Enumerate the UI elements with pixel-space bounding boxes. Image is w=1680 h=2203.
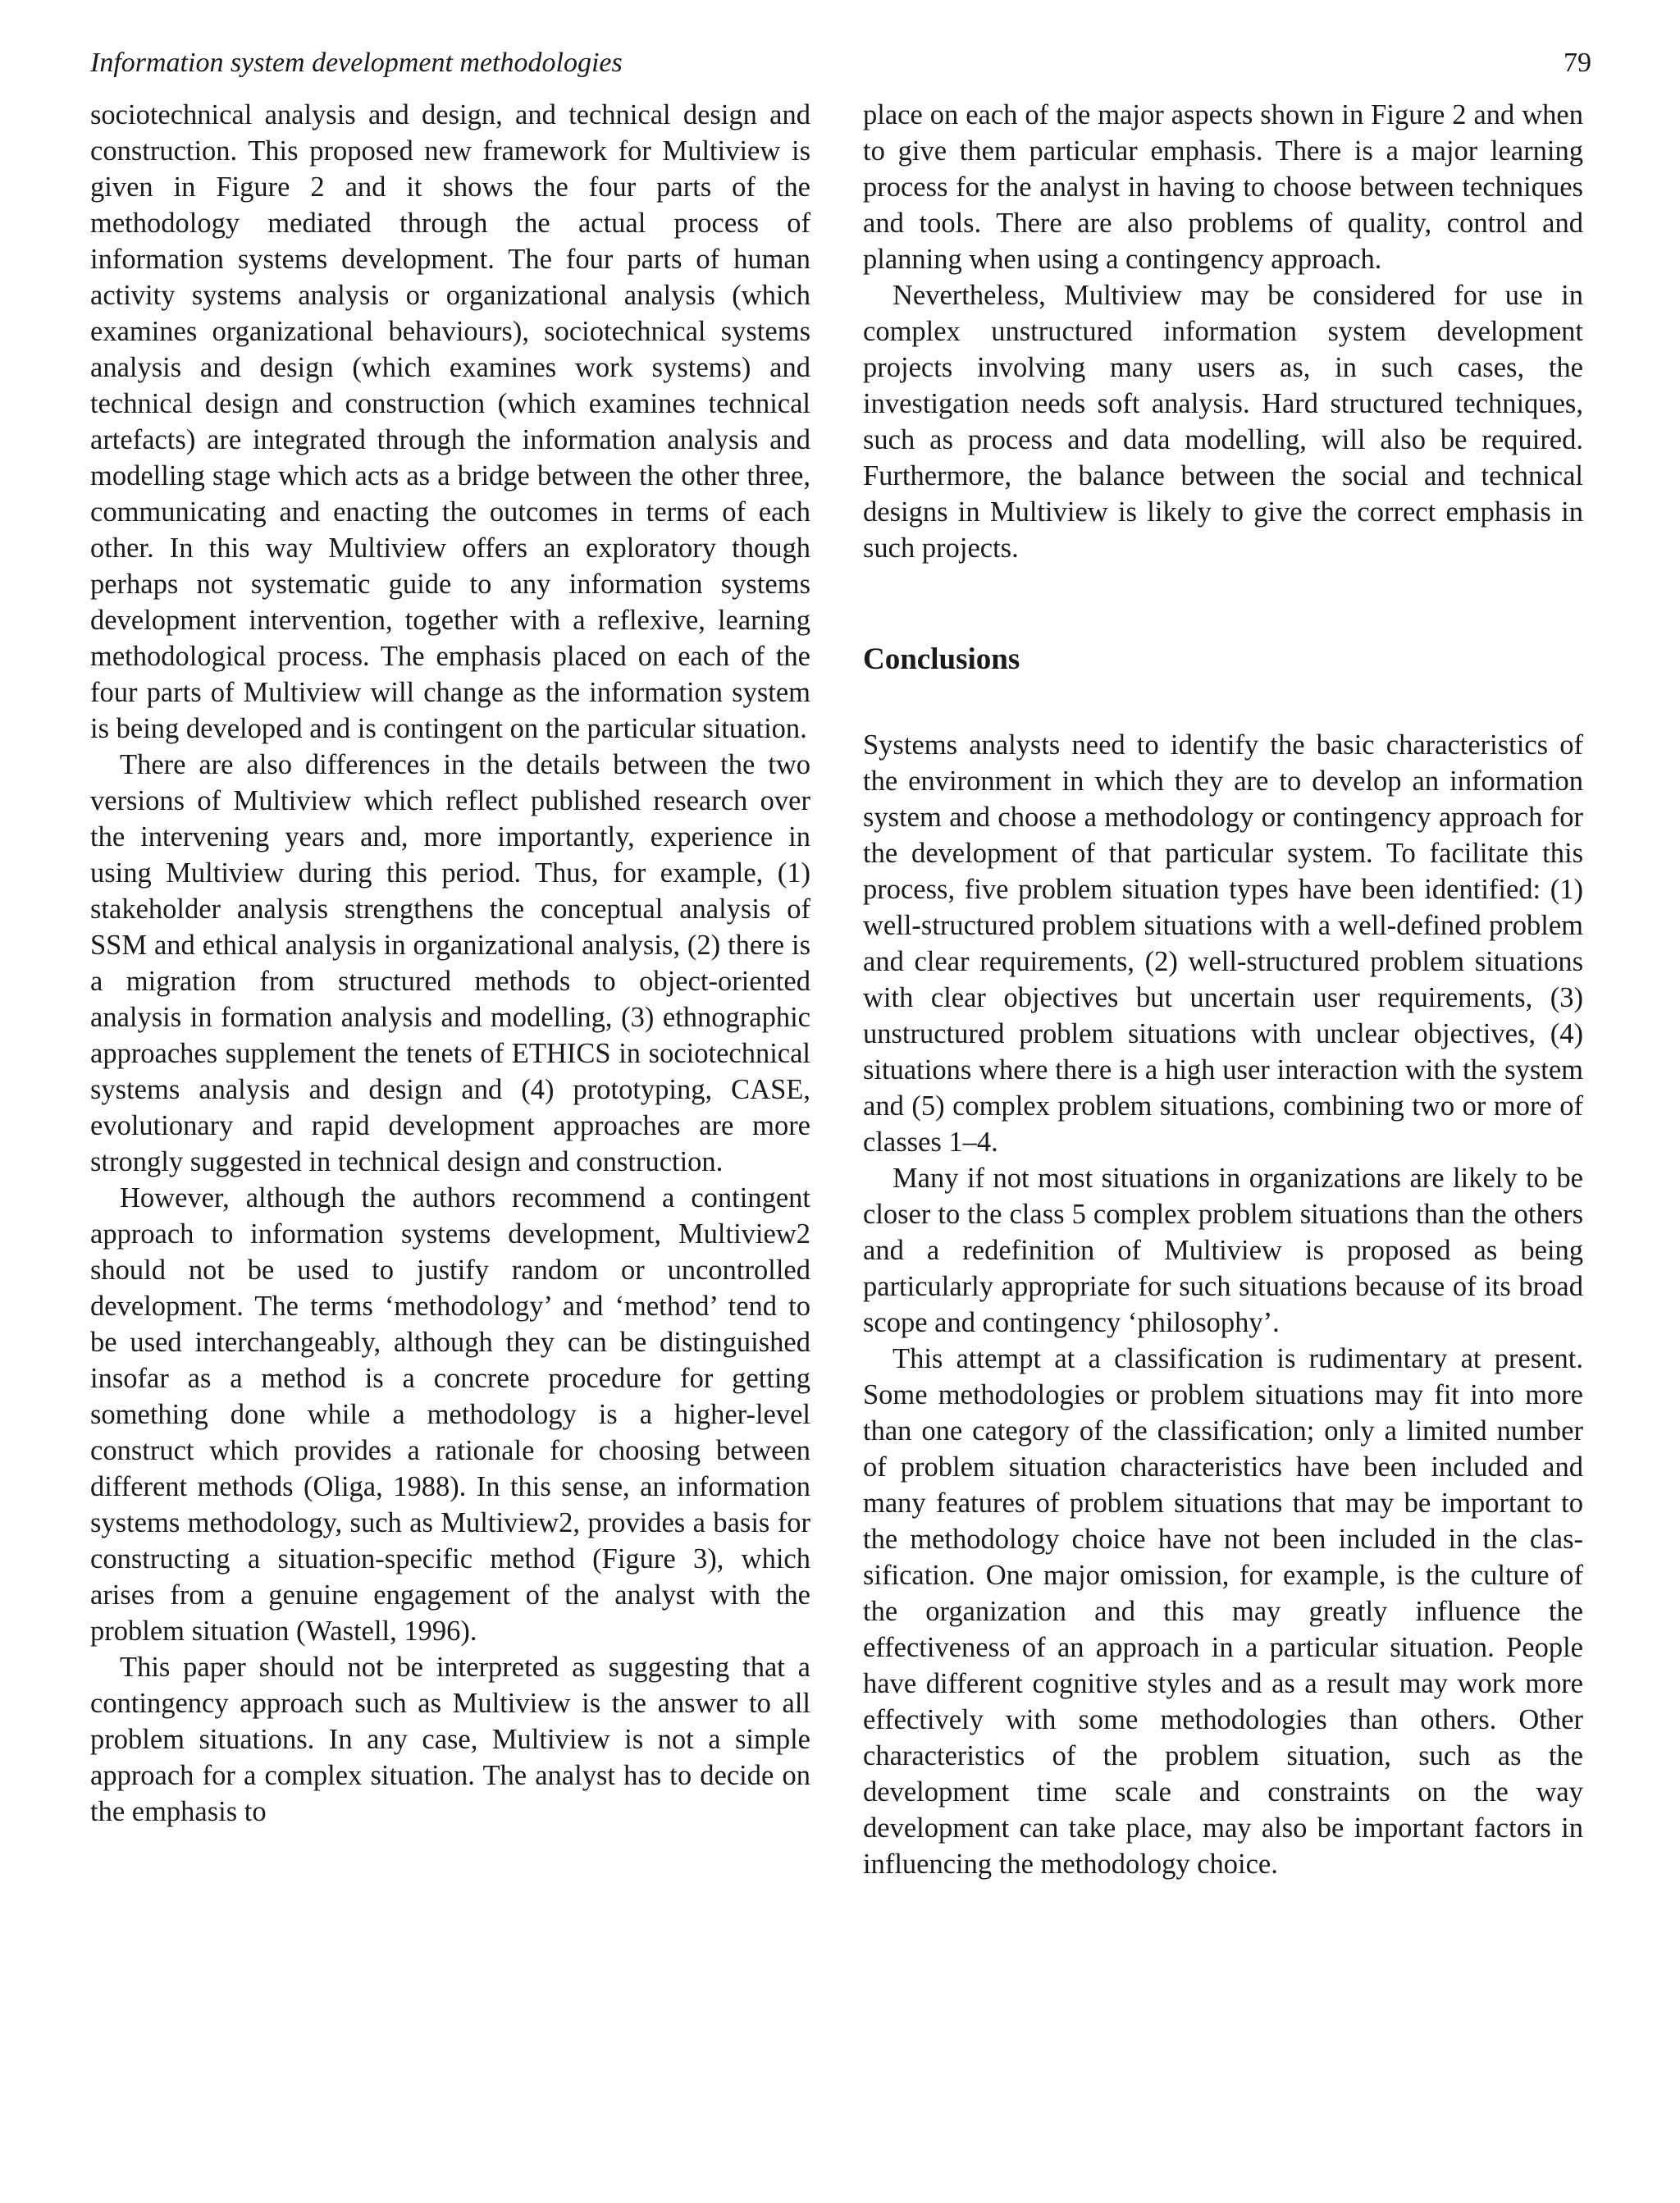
body-paragraph: Many if not most situations in organizations are likely to be closer to the class 5 complex problem situations than the others and a redefinition of Multiview is proposed as being particularly appropriate for such situations because of its broad scope and contingency ‘philosophy’. bbox=[863, 1163, 1583, 1338]
body-paragraph: Systems analysts need to identify the basic characteristics of the environment in which they are to develop an information system and choose a methodology or contingency approach for the development of that particular system. To facilitate this process, five problem situation types have been identified: (1) well-structured problem situations with a well-defined problem and clear requirements, (2) well-structured problem situations with clear objectives but uncertain user requirements, (3) unstructured problem situations with unclear objectives, (4) situations where there is a high user interaction with the system and (5) complex problem situations, combining two or more of classes 1–4. bbox=[863, 729, 1583, 1158]
body-paragraph: There are also differences in the details between the two versions of Multiview which reflect published research over the intervening years and, more importantly, experience in using Multiview during this period. Thus, for example, (1) stakeholder analysis strengthens the conceptual analysis of SSM and ethical analysis in organizational analysis, (2) there is a migration from structured methods to object-oriented analysis in formation analysis and modelling, (3) ethnographic approaches supplement the tenets of ETHICS in sociotechnical systems analysis and design and (4) prototyping, CASE, evolutionary and rapid development approaches are more strongly suggested in technical design and construction. bbox=[90, 749, 810, 1177]
body-paragraph: However, although the authors recommend a contingent approach to information systems development, Multiview2 should not be used to justify random or uncontrolled development. The terms ‘methodology’ and ‘method’ tend to be used interchangeably, although they can be distinguished insofar as a method is a concrete procedure for getting something done while a methodology is a higher-level construct which provides a rationale for choosing between different methods (Oliga, 1988). In this sense, an information systems methodology, such as Multiview2, provides a basis for constructing a situation-specific method (Figure 3), which arises from a genuine engagement of the analyst with the problem situation (Wastell, 1996). bbox=[90, 1182, 810, 1647]
body-paragraph: This attempt at a classification is rudimentary at present. Some methodologies or problem situations may fit into more than one category of the classification; only a limited number of problem situation characteristics have been included and many features of problem situations that may be important to the methodology choice have not been included in the classification. One major omission, for example, is the culture of the organization and this may greatly influence the effectiveness of an approach in a particular situation. People have different cognitive styles and as a result may work more effectively with some methodologies than others. Other characteristics of the problem situation, such as the development time scale and constraints on the way development can take place, may also be important factors in influencing the methodology choice. bbox=[863, 1343, 1583, 1880]
running-head bbox=[90, 43, 1591, 84]
running-title: Information system development methodologies bbox=[90, 48, 623, 78]
body-paragraph: sociotechnical analysis and design, and technical design and construction. This proposed new framework for Multiview is given in Figure 2 and it shows the four parts of the methodology mediated through the actual process of information systems development. The four parts of human activity systems analysis or organizational analysis (which examines organizational behaviours), sociotechnical systems analysis and design (which examines work systems) and technical design and construction (which examines technical artefacts) are integrated through the information analysis and modelling stage which acts as a bridge between the other three, communicating and enacting the outcomes in terms of each other. In this way Multiview offers an exploratory though perhaps not systematic guide to any information systems development intervention, together with a reflexive, learning methodological process. The emphasis placed on each of the four parts of Multiview will change as the information system is being developed and is contingent on the particular situation. bbox=[90, 99, 810, 744]
body-paragraph: This paper should not be interpreted as suggesting that a contingency approach such as Multiview is the answer to all problem situations. In any case, Multiview is not a simple approach for a complex situation. The analyst has to decide on the emphasis to bbox=[90, 1652, 810, 1827]
left-column bbox=[90, 97, 810, 1830]
right-column bbox=[863, 97, 1583, 1882]
body-paragraph: Nevertheless, Multiview may be considered for use in complex unstructured information system development projects involving many users as, in such cases, the investigation needs soft analysis. Hard structured techniques, such as process and data modelling, will also be required. Furthermore, the balance between the social and technical designs in Multiview is likely to give the correct emphasis in such projects. bbox=[863, 280, 1583, 564]
body-paragraph: place on each of the major aspects shown in Figure 2 and when to give them particular emphasis. There is a major learning process for the analyst in having to choose between techniques and tools. There are also problems of quality, control and planning when using a contingency approach. bbox=[863, 99, 1583, 275]
section-heading-conclusions: Conclusions bbox=[863, 642, 1020, 676]
page-number: 79 bbox=[1564, 48, 1591, 78]
